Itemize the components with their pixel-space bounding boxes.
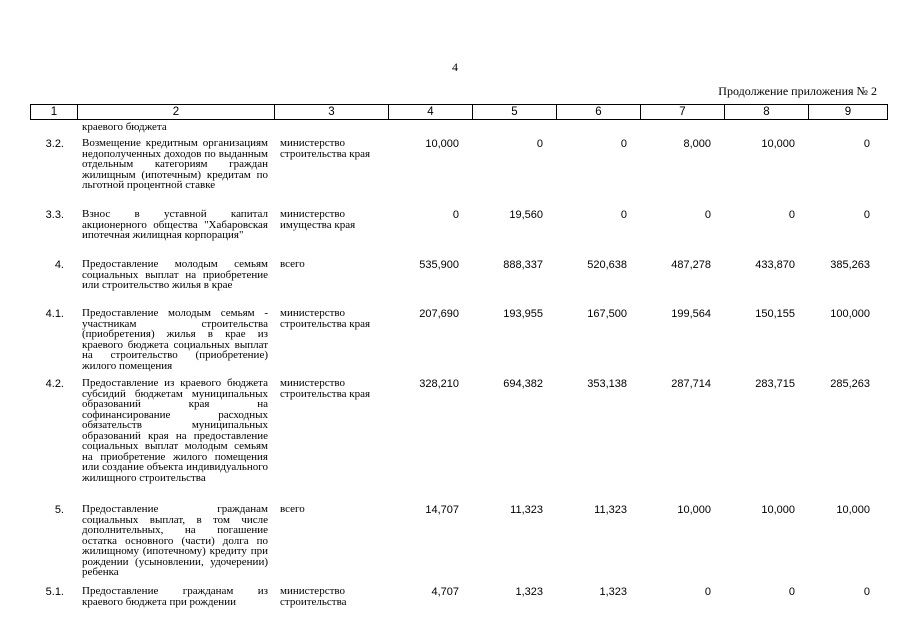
value-col-5: 888,337 bbox=[503, 259, 543, 271]
value-col-8: 10,000 bbox=[761, 138, 795, 150]
page-number: 4 bbox=[452, 60, 458, 74]
header-col-7: 7 bbox=[641, 105, 725, 120]
header-col-9: 9 bbox=[809, 105, 888, 120]
continuation-note: Продолжение приложения № 2 bbox=[718, 84, 877, 98]
value-col-7: 199,564 bbox=[671, 308, 711, 320]
value-col-7: 0 bbox=[704, 586, 711, 598]
row-description: Предоставление гражданам социальных выплат, в том числе дополнительных, на погашение остатка основного (части) долга по жилищному (ипотечному) кредиту при рождении (усыновлении, удочерении) ребенка bbox=[82, 503, 268, 578]
value-col-7: 10,000 bbox=[677, 504, 711, 516]
value-col-8: 283,715 bbox=[755, 378, 795, 390]
value-col-8: 0 bbox=[788, 209, 795, 221]
row-number: 4. bbox=[54, 259, 64, 271]
value-col-4: 14,707 bbox=[425, 504, 459, 516]
value-col-5: 694,382 bbox=[503, 378, 543, 390]
row-executor: министерство строительства bbox=[280, 585, 347, 608]
value-col-4: 328,210 bbox=[419, 378, 459, 390]
value-col-9: 285,263 bbox=[830, 378, 870, 390]
column-header-row bbox=[30, 104, 888, 120]
header-col-4: 4 bbox=[389, 105, 473, 120]
value-col-9: 0 bbox=[863, 209, 870, 221]
row-number: 4.1. bbox=[45, 308, 64, 320]
row-executor: министерство строительства края bbox=[280, 307, 371, 330]
value-col-4: 4,707 bbox=[431, 586, 459, 598]
row-description: Возмещение кредитным организациям недополученных доходов по выданным отдельным категориям граждан жилищным (ипотечным) кредитам по льготной процентной ставке bbox=[82, 137, 268, 191]
value-col-9: 385,263 bbox=[830, 259, 870, 271]
header-col-2: 2 bbox=[78, 105, 275, 120]
header-col-6: 6 bbox=[557, 105, 641, 120]
header-col-1: 1 bbox=[31, 105, 78, 120]
header-col-8: 8 bbox=[725, 105, 809, 120]
value-col-6: 1,323 bbox=[599, 586, 627, 598]
row-description: Предоставление гражданам из краевого бюджета при рождении bbox=[82, 585, 268, 608]
value-col-9: 0 bbox=[863, 138, 870, 150]
value-col-6: 520,638 bbox=[587, 259, 627, 271]
value-col-6: 353,138 bbox=[587, 378, 627, 390]
row-description: Предоставление молодым семьям социальных выплат на приобретение или строительство жилья в крае bbox=[82, 258, 268, 291]
value-col-6: 11,323 bbox=[594, 504, 627, 516]
row-number: 5. bbox=[54, 504, 64, 516]
value-col-5: 0 bbox=[536, 138, 543, 150]
value-col-5: 1,323 bbox=[515, 586, 543, 598]
header-col-3: 3 bbox=[275, 105, 389, 120]
row-number: 3.2. bbox=[45, 138, 64, 150]
value-col-8: 433,870 bbox=[755, 259, 795, 271]
value-col-4: 207,690 bbox=[419, 308, 459, 320]
value-col-6: 167,500 bbox=[587, 308, 627, 320]
row-executor: всего bbox=[280, 503, 305, 515]
value-col-8: 0 bbox=[788, 586, 795, 598]
value-col-7: 8,000 bbox=[683, 138, 711, 150]
row-description: Предоставление из краевого бюджета субсидий бюджетам муниципальных образований края на софинансирование расходных обязательств муниципальных образований края на предоставление социальных выплат молодым семьям на приобретение жилого помещения или создание объекта индивидуального жилищного строительства bbox=[82, 377, 268, 484]
row-number: 5.1. bbox=[45, 586, 64, 598]
value-col-9: 0 bbox=[863, 586, 870, 598]
value-col-7: 487,278 bbox=[671, 259, 711, 271]
value-col-9: 10,000 bbox=[836, 504, 870, 516]
value-col-6: 0 bbox=[620, 138, 627, 150]
header-col-5: 5 bbox=[473, 105, 557, 120]
row-description: Предоставление молодым семьям - участникам строительства (приобретения) жилья в крае из краевого бюджета социальных выплат на строительство (приобретение) жилого помещения bbox=[82, 307, 268, 372]
carry-over-text: краевого бюджета bbox=[82, 121, 167, 133]
value-col-5: 19,560 bbox=[509, 209, 543, 221]
value-col-8: 150,155 bbox=[755, 308, 795, 320]
value-col-4: 535,900 bbox=[419, 259, 459, 271]
row-number: 4.2. bbox=[45, 378, 64, 390]
value-col-5: 193,955 bbox=[503, 308, 543, 320]
value-col-6: 0 bbox=[620, 209, 627, 221]
value-col-9: 100,000 bbox=[830, 308, 870, 320]
row-description: Взнос в уставной капитал акционерного общества "Хабаровская ипотечная жилищная корпорация" bbox=[82, 208, 268, 241]
value-col-4: 10,000 bbox=[425, 138, 459, 150]
value-col-7: 0 bbox=[704, 209, 711, 221]
row-executor: всего bbox=[280, 258, 305, 270]
value-col-4: 0 bbox=[452, 209, 459, 221]
value-col-5: 11,323 bbox=[510, 504, 543, 516]
value-col-7: 287,714 bbox=[671, 378, 711, 390]
row-executor: министерство строительства края bbox=[280, 377, 371, 400]
row-executor: министерство имущества края bbox=[280, 208, 356, 231]
value-col-8: 10,000 bbox=[761, 504, 795, 516]
row-number: 3.3. bbox=[45, 209, 64, 221]
row-executor: министерство строительства края bbox=[280, 137, 371, 160]
